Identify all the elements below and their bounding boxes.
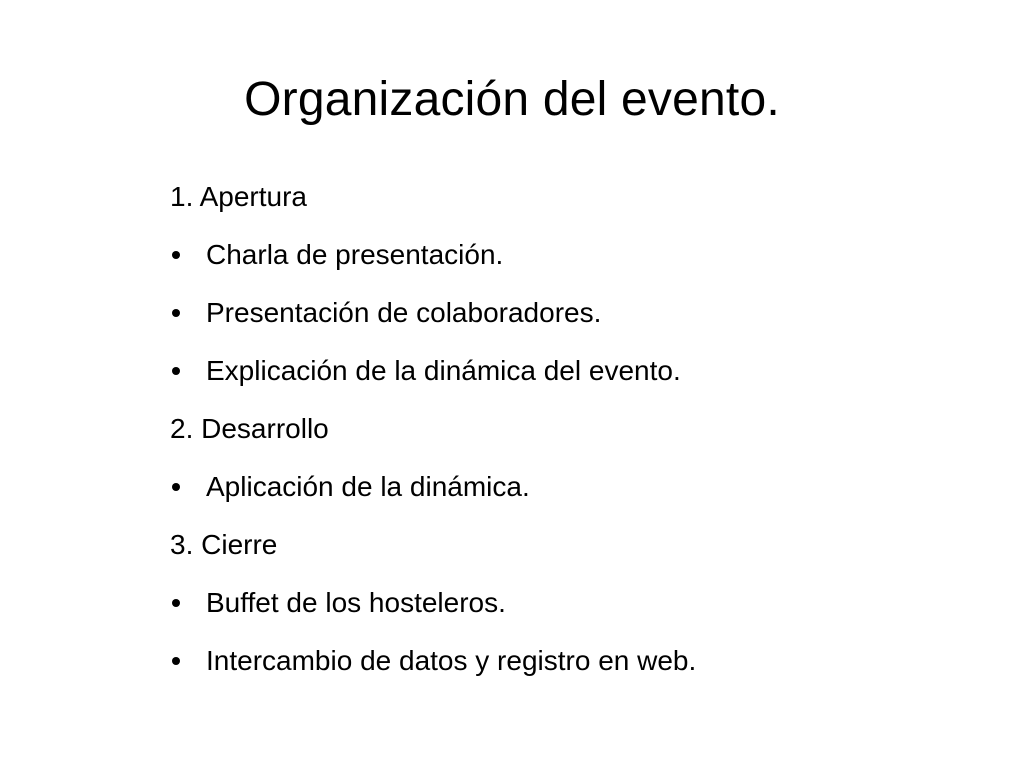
section-heading-label: 2. Desarrollo bbox=[170, 413, 329, 444]
section-heading-apertura bbox=[168, 168, 968, 226]
list-item bbox=[168, 574, 968, 632]
section-heading-label: 3. Cierre bbox=[170, 529, 278, 560]
bullet-icon bbox=[172, 599, 180, 607]
list-item-label: Aplicación de la dinámica. bbox=[206, 471, 530, 502]
bullet-icon bbox=[172, 251, 180, 259]
list-item-label: Explicación de la dinámica del evento. bbox=[206, 355, 681, 386]
bullet-icon bbox=[172, 483, 180, 491]
agenda-list bbox=[168, 168, 968, 690]
slide-title: Organización del evento. bbox=[244, 73, 780, 126]
list-item-label: Charla de presentación. bbox=[206, 239, 504, 270]
list-item-label: Intercambio de datos y registro en web. bbox=[206, 645, 697, 676]
bullet-icon bbox=[172, 657, 180, 665]
section-heading-cierre bbox=[168, 516, 968, 574]
list-item-label: Presentación de colaboradores. bbox=[206, 297, 602, 328]
list-item-label: Buffet de los hosteleros. bbox=[206, 587, 506, 618]
bullet-icon bbox=[172, 309, 180, 317]
list-item bbox=[168, 458, 968, 516]
list-item bbox=[168, 632, 968, 690]
section-heading-label: 1. Apertura bbox=[170, 181, 307, 212]
list-item bbox=[168, 284, 968, 342]
list-item bbox=[168, 226, 968, 284]
list-item bbox=[168, 342, 968, 400]
section-heading-desarrollo bbox=[168, 400, 968, 458]
bullet-icon bbox=[172, 367, 180, 375]
